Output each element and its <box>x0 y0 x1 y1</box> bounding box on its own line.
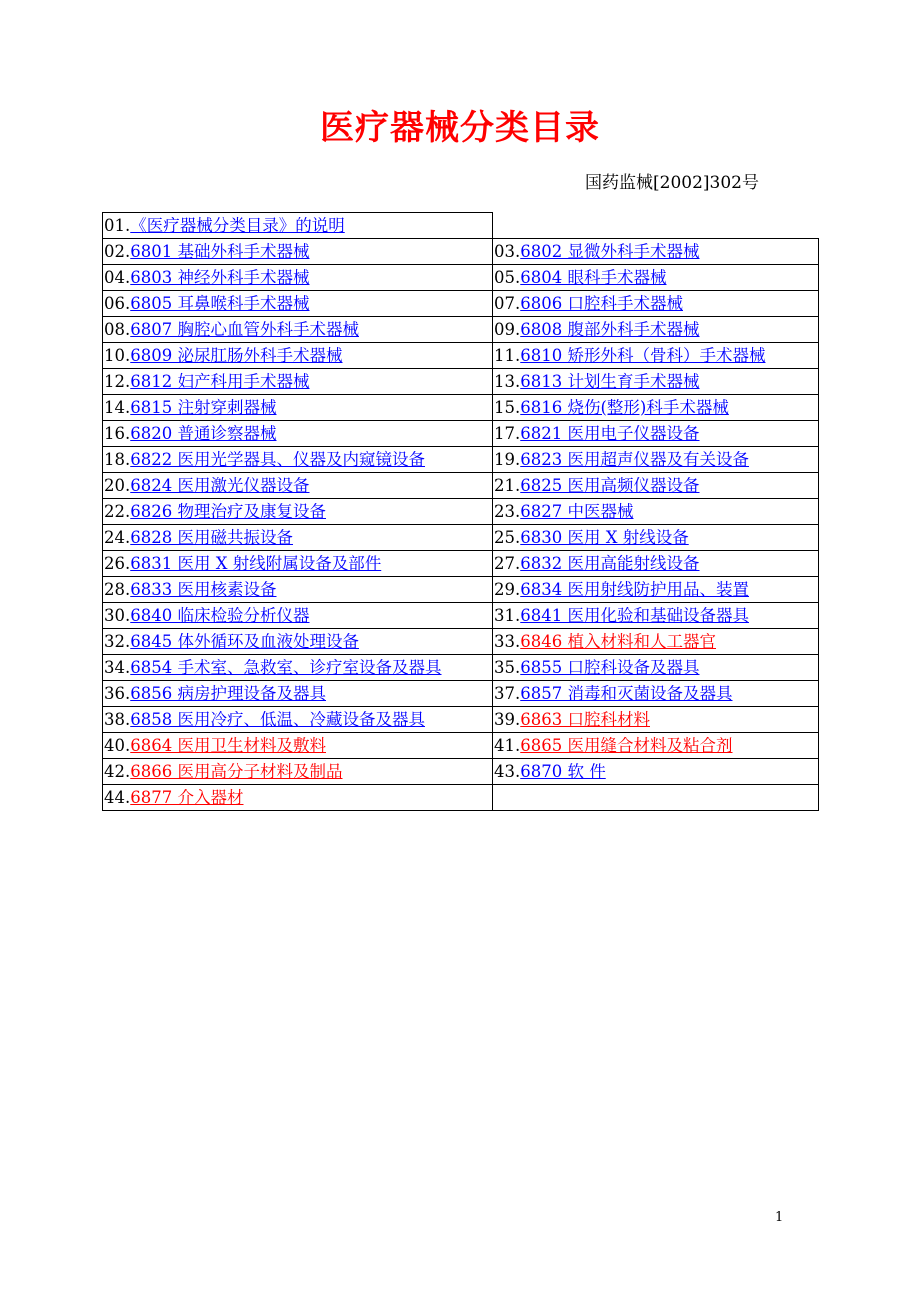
entry-number: 38. <box>104 710 131 729</box>
catalog-link[interactable]: 6804 眼科手术器械 <box>520 268 667 287</box>
entry-number: 36. <box>104 684 131 703</box>
catalog-link[interactable]: 6865 医用缝合材料及粘合剂 <box>520 736 733 755</box>
entry-number: 15. <box>494 398 521 417</box>
catalog-cell <box>103 291 493 317</box>
entry-number: 02. <box>104 242 131 261</box>
catalog-cell <box>103 603 493 629</box>
catalog-link[interactable]: 6816 烧伤(整形)科手术器械 <box>520 398 729 417</box>
catalog-link[interactable]: 6805 耳鼻喉科手术器械 <box>130 294 310 313</box>
catalog-cell <box>103 213 493 239</box>
catalog-link[interactable]: 6858 医用冷疗、低温、冷藏设备及器具 <box>130 710 425 729</box>
catalog-cell <box>493 707 819 733</box>
catalog-cell <box>103 343 493 369</box>
entry-number: 16. <box>104 424 131 443</box>
catalog-cell <box>493 499 819 525</box>
catalog-cell <box>103 395 493 421</box>
entry-number: 41. <box>494 736 521 755</box>
catalog-cell <box>103 759 493 785</box>
entry-number: 10. <box>104 346 131 365</box>
catalog-link[interactable]: 6812 妇产科用手术器械 <box>130 372 310 391</box>
table-row <box>103 733 819 759</box>
catalog-link[interactable]: 6806 口腔科手术器械 <box>520 294 683 313</box>
document-number: 国药监械[2002]302号 <box>585 173 759 193</box>
table-row <box>103 655 819 681</box>
entry-number: 32. <box>104 632 131 651</box>
entry-number: 18. <box>104 450 131 469</box>
entry-number: 19. <box>494 450 521 469</box>
entry-number: 25. <box>494 528 521 547</box>
entry-number: 12. <box>104 372 131 391</box>
catalog-link[interactable]: 6815 注射穿刺器械 <box>130 398 277 417</box>
entry-number: 14. <box>104 398 131 417</box>
catalog-link[interactable]: 6854 手术室、急救室、诊疗室设备及器具 <box>130 658 442 677</box>
entry-number: 05. <box>494 268 521 287</box>
catalog-cell <box>493 265 819 291</box>
entry-number: 44. <box>104 788 131 807</box>
entry-number: 43. <box>494 762 521 781</box>
entry-number: 30. <box>104 606 131 625</box>
entry-number: 26. <box>104 554 131 573</box>
table-row <box>103 785 819 811</box>
catalog-link[interactable]: 6830 医用 X 射线设备 <box>520 528 689 547</box>
catalog-link[interactable]: 6846 植入材料和人工器官 <box>520 632 716 651</box>
catalog-table <box>102 212 819 811</box>
entry-number: 06. <box>104 294 131 313</box>
entry-number: 29. <box>494 580 521 599</box>
catalog-cell <box>493 629 819 655</box>
entry-number: 33. <box>494 632 521 651</box>
table-row <box>103 395 819 421</box>
catalog-link[interactable]: 6820 普通诊察器械 <box>130 424 277 443</box>
entry-number: 08. <box>104 320 131 339</box>
table-row <box>103 291 819 317</box>
catalog-link[interactable]: 6827 中医器械 <box>520 502 634 521</box>
catalog-link[interactable]: 6866 医用高分子材料及制品 <box>130 762 343 781</box>
entry-number: 27. <box>494 554 521 573</box>
catalog-link[interactable]: 6822 医用光学器具、仪器及内窥镜设备 <box>130 450 425 469</box>
entry-number: 34. <box>104 658 131 677</box>
catalog-cell <box>493 759 819 785</box>
catalog-link[interactable]: 6828 医用磁共振设备 <box>130 528 293 547</box>
catalog-link[interactable]: 6856 病房护理设备及器具 <box>130 684 326 703</box>
catalog-cell <box>493 369 819 395</box>
catalog-cell <box>493 733 819 759</box>
catalog-table-body <box>103 213 819 811</box>
catalog-link[interactable]: 6841 医用化验和基础设备器具 <box>520 606 749 625</box>
catalog-link[interactable]: 6825 医用高频仪器设备 <box>520 476 700 495</box>
table-row <box>103 629 819 655</box>
catalog-cell <box>103 707 493 733</box>
catalog-cell <box>493 551 819 577</box>
catalog-link[interactable]: 6824 医用激光仪器设备 <box>130 476 310 495</box>
catalog-cell <box>493 343 819 369</box>
catalog-link[interactable]: 《医疗器械分类目录》的说明 <box>130 216 345 235</box>
catalog-link[interactable]: 6803 神经外科手术器械 <box>130 268 310 287</box>
catalog-cell <box>103 551 493 577</box>
catalog-cell <box>493 681 819 707</box>
catalog-cell <box>493 655 819 681</box>
catalog-link[interactable]: 6863 口腔科材料 <box>520 710 650 729</box>
catalog-cell <box>103 473 493 499</box>
entry-number: 24. <box>104 528 131 547</box>
catalog-cell <box>103 785 493 811</box>
catalog-cell <box>103 499 493 525</box>
catalog-cell <box>103 655 493 681</box>
catalog-cell <box>493 395 819 421</box>
entry-number: 28. <box>104 580 131 599</box>
table-row <box>103 213 819 239</box>
catalog-link[interactable]: 6826 物理治疗及康复设备 <box>130 502 326 521</box>
table-row <box>103 525 819 551</box>
catalog-link[interactable]: 6834 医用射线防护用品、装置 <box>520 580 749 599</box>
catalog-cell <box>103 239 493 265</box>
entry-number: 13. <box>494 372 521 391</box>
table-row <box>103 499 819 525</box>
catalog-cell <box>103 525 493 551</box>
empty-cell <box>493 213 819 239</box>
table-row <box>103 603 819 629</box>
table-row <box>103 759 819 785</box>
entry-number: 07. <box>494 294 521 313</box>
table-row <box>103 551 819 577</box>
entry-number: 22. <box>104 502 131 521</box>
catalog-cell <box>103 369 493 395</box>
table-row <box>103 369 819 395</box>
catalog-link[interactable]: 6840 临床检验分析仪器 <box>130 606 310 625</box>
entry-number: 03. <box>494 242 521 261</box>
catalog-cell <box>103 317 493 343</box>
catalog-link[interactable]: 6831 医用 X 射线附属设备及部件 <box>130 554 382 573</box>
entry-number: 11. <box>494 346 521 365</box>
entry-number: 37. <box>494 684 521 703</box>
entry-number: 09. <box>494 320 521 339</box>
catalog-link[interactable]: 6877 介入器材 <box>130 788 244 807</box>
catalog-link[interactable]: 6809 泌尿肛肠外科手术器械 <box>130 346 343 365</box>
entry-number: 39. <box>494 710 521 729</box>
catalog-cell <box>103 447 493 473</box>
page-number: 1 <box>775 1210 784 1225</box>
catalog-cell <box>493 421 819 447</box>
catalog-cell <box>493 525 819 551</box>
catalog-cell <box>103 681 493 707</box>
catalog-link[interactable]: 6832 医用高能射线设备 <box>520 554 700 573</box>
table-row <box>103 421 819 447</box>
table-row <box>103 343 819 369</box>
catalog-cell <box>103 265 493 291</box>
entry-number: 35. <box>494 658 521 677</box>
catalog-link[interactable]: 6870 软 件 <box>520 762 606 781</box>
catalog-cell <box>493 239 819 265</box>
catalog-cell <box>493 577 819 603</box>
catalog-cell <box>103 421 493 447</box>
catalog-link[interactable]: 6808 腹部外科手术器械 <box>520 320 700 339</box>
catalog-link[interactable]: 6802 显微外科手术器械 <box>520 242 700 261</box>
entry-number: 31. <box>494 606 521 625</box>
table-row <box>103 239 819 265</box>
catalog-cell <box>103 733 493 759</box>
table-row <box>103 265 819 291</box>
page-title: 医疗器械分类目录 <box>320 108 600 148</box>
catalog-cell <box>103 629 493 655</box>
catalog-cell <box>493 603 819 629</box>
catalog-link[interactable]: 6813 计划生育手术器械 <box>520 372 700 391</box>
table-row <box>103 473 819 499</box>
catalog-cell <box>493 317 819 343</box>
catalog-cell <box>493 447 819 473</box>
entry-number: 23. <box>494 502 521 521</box>
catalog-cell <box>493 473 819 499</box>
catalog-cell <box>493 785 819 811</box>
entry-number: 04. <box>104 268 131 287</box>
entry-number: 20. <box>104 476 131 495</box>
entry-number: 40. <box>104 736 131 755</box>
catalog-cell <box>493 291 819 317</box>
entry-number: 01. <box>104 216 131 235</box>
catalog-link[interactable]: 6801 基础外科手术器械 <box>130 242 310 261</box>
entry-number: 42. <box>104 762 131 781</box>
catalog-link[interactable]: 6810 矫形外科（骨科）手术器械 <box>520 346 766 365</box>
table-row <box>103 447 819 473</box>
catalog-link[interactable]: 6833 医用核素设备 <box>130 580 277 599</box>
entry-number: 17. <box>494 424 521 443</box>
table-row <box>103 707 819 733</box>
catalog-link[interactable]: 6807 胸腔心血管外科手术器械 <box>130 320 359 339</box>
catalog-link[interactable]: 6823 医用超声仪器及有关设备 <box>520 450 749 469</box>
table-row <box>103 681 819 707</box>
catalog-link[interactable]: 6857 消毒和灭菌设备及器具 <box>520 684 733 703</box>
catalog-link[interactable]: 6855 口腔科设备及器具 <box>520 658 700 677</box>
catalog-cell <box>103 577 493 603</box>
catalog-link[interactable]: 6821 医用电子仪器设备 <box>520 424 700 443</box>
entry-number: 21. <box>494 476 521 495</box>
catalog-link[interactable]: 6845 体外循环及血液处理设备 <box>130 632 359 651</box>
table-row <box>103 317 819 343</box>
catalog-link[interactable]: 6864 医用卫生材料及敷料 <box>130 736 326 755</box>
table-row <box>103 577 819 603</box>
